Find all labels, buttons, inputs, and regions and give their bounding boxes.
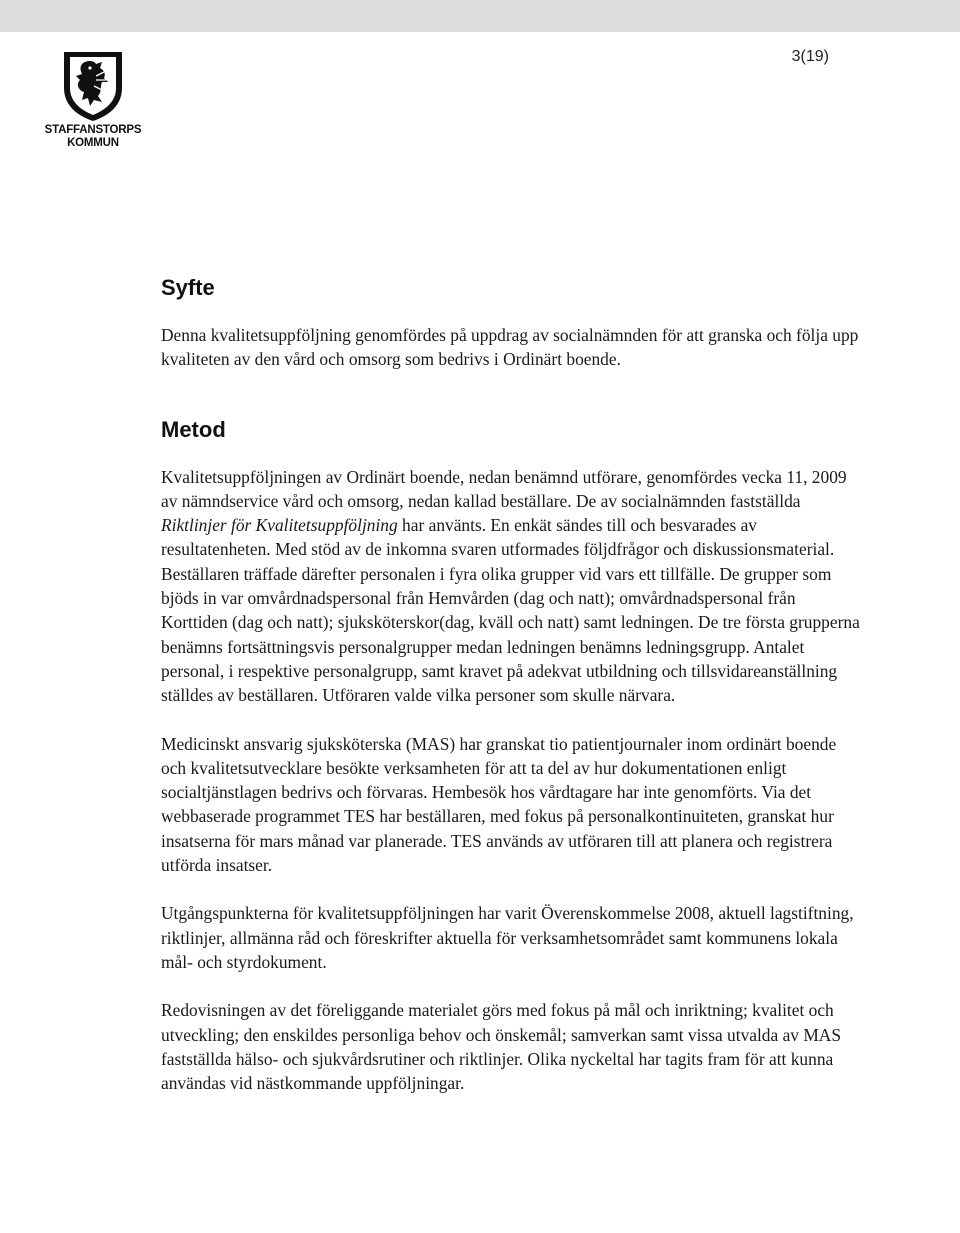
logo-text-line1: STAFFANSTORPS bbox=[44, 124, 142, 136]
metod-paragraph-4: Redovisningen av det föreliggande materialet görs med fokus på mål och inriktning; kvalitet och utveckling; den enskildes personliga behov och önskemål; samverkan samt vissa utvalda av MAS fastställda hälso- och sjukvårdsrutiner och riktlinjer. Olika nyckeltal har tagits fram för att kunna användas vid nästkommande uppföljningar. bbox=[161, 1000, 842, 1094]
logo-text-line2: KOMMUN bbox=[67, 137, 119, 149]
viewer-top-bar bbox=[0, 0, 960, 32]
staffanstorp-logo bbox=[38, 48, 148, 152]
metod-p1-text-after: har använts. En enkät sändes till och besvarades av resultatenheten. Med stöd av de inkomna svaren utformades följdfrågor och diskussionsmaterial. Beställaren träffade därefter personalen i fyra olika grupper vid vars ett tillfälle. De grupper som bjöds in var omvårdnadspersonal från Hemvården (dag och natt); omvårdnadspersonal från Korttiden (dag och natt); sjuksköterskor(dag, kväll och natt) samt ledningen. De tre första grupperna benämns fortsättningsvis personalgrupper medan ledningen benämns ledningsgrupp. Antalet personal, i respektive personalgrupp, samt kravet på adekvat utbildning och tillsvidareanställning ställdes av beställaren. Utföraren valde vilka personer som skulle närvara. bbox=[161, 515, 860, 706]
metod-paragraph-1 bbox=[161, 465, 861, 708]
logo-text bbox=[38, 124, 148, 150]
document-body bbox=[161, 272, 861, 1095]
page-number: 3(19) bbox=[791, 48, 829, 65]
metod-p1-italic-title: Riktlinjer för Kvalitetsuppföljning bbox=[161, 515, 398, 536]
metod-p1-text-before: Kvalitetsuppföljningen av Ordinärt boende, nedan benämnd utförare, genomfördes vecka 11, 2009 av nämndservice vård och omsorg, nedan kallad beställare. De av socialnämnden fastställda bbox=[161, 466, 847, 511]
heading-metod: Metod bbox=[161, 416, 226, 442]
metod-paragraph-3: Utgångspunkterna för kvalitetsuppföljningen har varit Överenskommelse 2008, aktuell lagstiftning, riktlinjer, allmänna råd och föreskrifter aktuella för verksamhetsområdet samt kommunens lokala mål- och styrdokument. bbox=[161, 903, 854, 972]
griffin-shield-icon bbox=[38, 48, 148, 122]
heading-syfte: Syfte bbox=[161, 275, 215, 300]
metod-paragraph-2: Medicinskt ansvarig sjuksköterska (MAS) har granskat tio patientjournaler inom ordinärt boende och kvalitetsutvecklare besökte verksamheten för att ta del av hur dokumentationen enligt socialtjänstlagen bedrivs och förvaras. Hembesök hos vårdtagare har inte genomförts. Via det webbaserade programmet TES har beställaren, med fokus på personalkontinuiteten, granskat hur insatserna för mars månad var planerade. TES används av utföraren till att planera och registrera utförda insatser. bbox=[161, 733, 837, 876]
syfte-paragraph: Denna kvalitetsuppföljning genomfördes på uppdrag av socialnämnden för att granska och följa upp kvaliteten av den vård och omsorg som bedrivs i Ordinärt boende. bbox=[161, 325, 859, 370]
